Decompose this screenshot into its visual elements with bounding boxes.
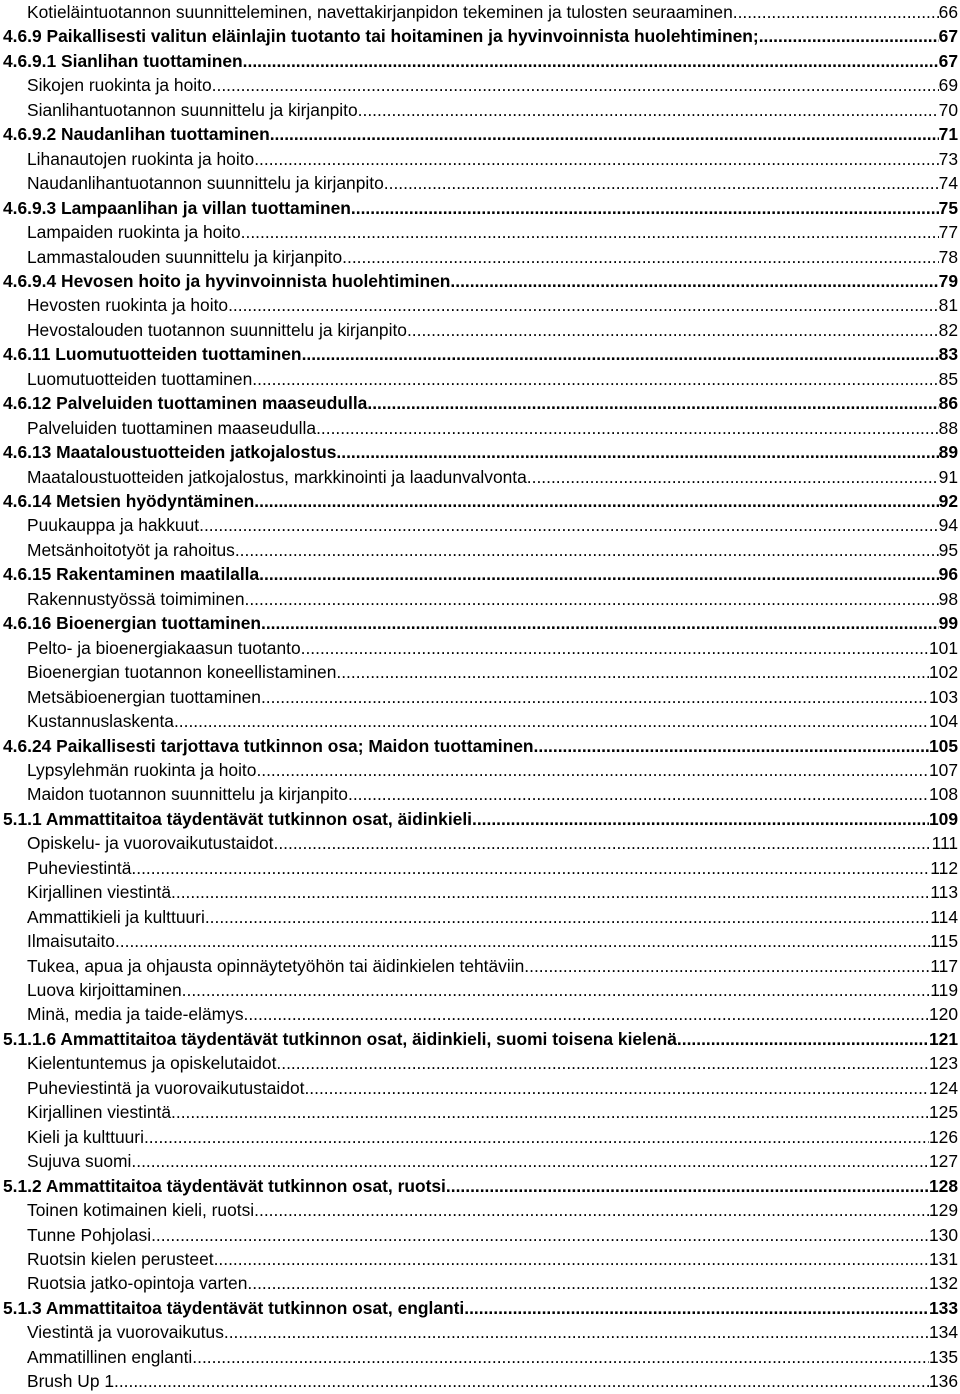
toc-dot-leader	[316, 416, 939, 440]
toc-entry-line[interactable]	[27, 954, 958, 978]
toc-title: Puheviestintä	[27, 857, 132, 878]
toc-dot-leader	[241, 220, 939, 244]
toc-page-number: 71	[938, 124, 958, 145]
toc-dot-leader	[245, 587, 939, 611]
toc-dot-leader	[274, 831, 932, 855]
toc-title: 4.6.9.2 Naudanlihan tuottaminen	[3, 124, 270, 145]
toc-title: Palveluiden tuottaminen maaseudulla	[27, 417, 317, 438]
toc-entry-line[interactable]	[27, 758, 958, 782]
toc-page-number: 108	[928, 784, 958, 805]
toc-dot-leader	[254, 1198, 929, 1222]
toc-title: Sianlihantuotannon suunnittelu ja kirjanpito	[27, 99, 358, 120]
toc-title: Metsäbioenergian tuottaminen	[27, 686, 261, 707]
toc-page-number: 79	[938, 270, 958, 291]
toc-page-number: 129	[928, 1200, 958, 1221]
toc-title: 4.6.12 Palveluiden tuottaminen maaseudulla	[3, 393, 368, 414]
toc-title: Viestintä ja vuorovaikutus	[27, 1322, 224, 1343]
toc-title: 4.6.9.4 Hevosen hoito ja hyvinvoinnista huolehtiminen	[3, 270, 451, 291]
toc-entry-line[interactable]	[27, 98, 958, 122]
toc-entry-line[interactable]	[27, 782, 958, 806]
toc-dot-leader	[270, 122, 939, 146]
toc-page-number: 126	[928, 1126, 958, 1147]
toc-dot-leader	[205, 905, 930, 929]
toc-title: Tukea, apua ja ohjausta opinnäytetyöhön tai äidinkielen tehtäviin	[27, 955, 525, 976]
toc-dot-leader	[224, 1320, 929, 1344]
toc-entry-line[interactable]	[27, 1223, 958, 1247]
toc-dot-leader	[342, 245, 939, 269]
toc-title: Rakennustyössä toimiminen	[27, 588, 245, 609]
toc-title: Ilmaisutaito	[27, 931, 115, 952]
toc-dot-leader	[534, 734, 929, 758]
toc-page-number: 107	[928, 759, 958, 780]
toc-title: Hevostalouden tuotannon suunnittelu ja kirjanpito	[27, 319, 407, 340]
toc-entry-line[interactable]	[27, 1369, 958, 1393]
toc-entry-line[interactable]	[27, 318, 958, 342]
toc-page-number: 89	[938, 442, 958, 463]
toc-dot-leader	[407, 318, 939, 342]
toc-title: 4.6.16 Bioenergian tuottaminen	[3, 613, 262, 634]
toc-title: Kieli ja kulttuuri	[27, 1126, 144, 1147]
toc-title: Kirjallinen viestintä	[27, 1102, 172, 1123]
toc-title: Lampaiden ruokinta ja hoito	[27, 222, 241, 243]
toc-title: Tunne Pohjolasi	[27, 1224, 152, 1245]
toc-dot-leader	[235, 538, 939, 562]
toc-title: 4.6.24 Paikallisesti tarjottava tutkinnon osa; Maidon tuottaminen	[3, 735, 534, 756]
toc-dot-leader	[302, 342, 939, 366]
toc-dot-leader	[114, 1369, 929, 1393]
toc-entry-line[interactable]	[27, 367, 958, 391]
toc-entry-line[interactable]	[27, 147, 958, 171]
toc-entry-line[interactable]	[27, 220, 958, 244]
toc-page-number: 81	[938, 295, 958, 316]
toc-title: 5.1.1.6 Ammattitaitoa täydentävät tutkinnon osat, äidinkieli, suomi toisena kielenä	[3, 1028, 677, 1049]
toc-dot-leader	[450, 269, 938, 293]
toc-page-number: 120	[928, 1004, 958, 1025]
toc-heading-line[interactable]	[3, 734, 958, 758]
toc-dot-leader	[228, 293, 939, 317]
toc-dot-leader	[276, 1051, 929, 1075]
toc-page-number: 104	[928, 711, 958, 732]
toc-page-number: 91	[938, 466, 958, 487]
toc-entry-line[interactable]	[27, 685, 958, 709]
toc-dot-leader	[212, 73, 939, 97]
toc-page-number: 95	[938, 539, 958, 560]
toc-dot-leader	[199, 513, 939, 537]
toc-heading-line[interactable]	[3, 611, 958, 635]
toc-dot-leader	[301, 636, 929, 660]
toc-heading-line[interactable]	[3, 562, 958, 586]
toc-heading-line[interactable]	[3, 269, 958, 293]
toc-dot-leader	[171, 1100, 929, 1124]
toc-page-number: 136	[928, 1371, 958, 1392]
toc-dot-leader	[304, 1076, 929, 1100]
toc-entry-line[interactable]	[27, 171, 958, 195]
toc-entry-line[interactable]	[27, 978, 958, 1002]
toc-title: Puukauppa ja hakkuut	[27, 515, 200, 536]
toc-title: Kustannuslaskenta	[27, 711, 174, 732]
toc-title: Minä, media ja taide-elämys	[27, 1004, 244, 1025]
toc-page-number: 123	[928, 1053, 958, 1074]
toc-title: 4.6.13 Maataloustuotteiden jatkojalostus	[3, 442, 337, 463]
toc-heading-line[interactable]	[3, 196, 958, 220]
toc-entry-line[interactable]	[27, 1247, 958, 1271]
toc-entry-line[interactable]	[27, 1100, 958, 1124]
toc-dot-leader	[174, 709, 929, 733]
toc-title: Luova kirjoittaminen	[27, 980, 182, 1000]
toc-heading-line[interactable]	[3, 342, 958, 366]
toc-heading-line[interactable]	[3, 391, 958, 415]
toc-page-number: 66	[938, 2, 958, 22]
toc-title: Naudanlihantuotannon suunnittelu ja kirjanpito	[27, 173, 384, 194]
toc-title: Sikojen ruokinta ja hoito	[27, 75, 212, 96]
toc-entry-line[interactable]	[27, 1051, 958, 1075]
toc-heading-line[interactable]	[3, 807, 958, 831]
toc-entry-line[interactable]	[27, 513, 958, 537]
toc-title: 5.1.1 Ammattitaitoa täydentävät tutkinnon osat, äidinkieli	[3, 808, 473, 829]
toc-title: Ruotsin kielen perusteet	[27, 1248, 214, 1269]
toc-entry-line[interactable]	[27, 1149, 958, 1173]
toc-title: Ammattikieli ja kulttuuri	[27, 906, 205, 927]
toc-page-number: 133	[928, 1297, 958, 1318]
toc-dot-leader	[214, 1247, 929, 1271]
toc-dot-leader	[524, 954, 930, 978]
toc-entry-line[interactable]	[27, 245, 958, 269]
toc-entry-line[interactable]	[27, 1345, 958, 1369]
toc-page-number: 96	[938, 564, 958, 585]
toc-title: Brush Up 1	[27, 1371, 114, 1392]
toc-title: Maidon tuotannon suunnittelu ja kirjanpito	[27, 784, 348, 805]
toc-page-number: 82	[938, 319, 958, 340]
toc-dot-leader	[115, 929, 930, 953]
toc-page-number: 121	[928, 1028, 958, 1049]
toc-dot-leader	[677, 1027, 929, 1051]
toc-title: Hevosten ruokinta ja hoito	[27, 295, 229, 316]
toc-entry-line[interactable]	[27, 636, 958, 660]
toc-entry-line[interactable]	[27, 831, 958, 855]
toc-entry-line[interactable]	[27, 538, 958, 562]
toc-dot-leader	[261, 611, 939, 635]
toc-dot-leader	[358, 98, 939, 122]
toc-dot-leader	[348, 782, 929, 806]
toc-title: Lypsylehmän ruokinta ja hoito	[27, 759, 257, 780]
toc-heading-line[interactable]	[3, 1296, 958, 1320]
toc-heading-line[interactable]	[3, 440, 958, 464]
toc-dot-leader	[182, 978, 931, 1002]
toc-entry-line[interactable]	[27, 880, 958, 904]
toc-dot-leader	[336, 660, 929, 684]
toc-dot-leader	[171, 880, 930, 904]
toc-entry-line[interactable]	[27, 293, 958, 317]
toc-heading-line[interactable]	[3, 1174, 958, 1198]
toc-dot-leader	[144, 1125, 929, 1149]
toc-dot-leader	[131, 856, 930, 880]
toc-dot-leader	[733, 0, 939, 24]
toc-entry-line[interactable]	[27, 709, 958, 733]
toc-page-number: 102	[928, 662, 958, 683]
toc-page-number: 78	[938, 246, 958, 267]
toc-title: 4.6.9 Paikallisesti valitun eläinlajin tuotanto tai hoitaminen ja hyvinvoinnista huolehtiminen;	[3, 26, 759, 47]
toc-entry-line[interactable]	[27, 1002, 958, 1026]
toc-entry-line[interactable]	[27, 1320, 958, 1344]
toc-dot-leader	[472, 807, 929, 831]
toc-page-number: 75	[938, 197, 958, 218]
toc-entry-line[interactable]	[27, 416, 958, 440]
toc-dot-leader	[261, 685, 929, 709]
toc-page-number: 135	[928, 1346, 958, 1367]
toc-dot-leader	[259, 562, 939, 586]
toc-title: Bioenergian tuotannon koneellistaminen	[27, 662, 337, 683]
toc-title: 5.1.3 Ammattitaitoa täydentävät tutkinnon osat, englanti	[3, 1297, 465, 1318]
toc-page-number: 88	[938, 417, 958, 438]
toc-title: Metsänhoitotyöt ja rahoitus	[27, 539, 235, 560]
toc-title: 4.6.9.1 Sianlihan tuottaminen	[3, 50, 243, 71]
toc-title: Toinen kotimainen kieli, ruotsi	[27, 1200, 255, 1221]
toc-page-number: 117	[930, 955, 958, 976]
toc-title: Ruotsia jatko-opintoja varten	[27, 1273, 248, 1294]
toc-page-number: 103	[928, 686, 958, 707]
toc-page-number: 69	[938, 75, 958, 96]
toc-dot-leader	[254, 147, 938, 171]
toc-page-number: 127	[928, 1151, 958, 1172]
toc-page-number: 128	[928, 1175, 958, 1196]
toc-title: Ammatillinen englanti	[27, 1346, 193, 1367]
toc-page-number: 85	[938, 368, 958, 389]
toc-dot-leader	[243, 49, 939, 73]
toc-dot-leader	[446, 1174, 929, 1198]
toc-entry-line[interactable]	[27, 1076, 958, 1100]
toc-entry-line[interactable]	[27, 465, 958, 489]
toc-heading-line[interactable]	[3, 122, 958, 146]
toc-page-number: 132	[928, 1273, 958, 1294]
toc-page-number: 124	[928, 1077, 958, 1098]
toc-page-number: 101	[928, 637, 958, 658]
toc-title: Sujuva suomi	[27, 1151, 132, 1172]
toc-page-number: 109	[928, 808, 958, 829]
toc-title: Luomutuotteiden tuottaminen	[27, 368, 253, 389]
toc-page-number: 130	[928, 1224, 958, 1245]
toc-dot-leader	[336, 440, 938, 464]
toc-entry-line[interactable]	[27, 0, 958, 24]
toc-title: Lammastalouden suunnittelu ja kirjanpito	[27, 246, 343, 267]
toc-page-number: 113	[930, 882, 958, 903]
toc-dot-leader	[254, 489, 938, 513]
toc-entry-line[interactable]	[27, 660, 958, 684]
toc-page-number: 67	[938, 26, 958, 47]
toc-heading-line[interactable]	[3, 49, 958, 73]
toc-page-number: 77	[938, 222, 958, 243]
toc-title: 4.6.14 Metsien hyödyntäminen	[3, 491, 255, 511]
toc-title: Lihanautojen ruokinta ja hoito	[27, 148, 255, 169]
toc-dot-leader	[384, 171, 939, 195]
toc-title: Puheviestintä ja vuorovaikutustaidot	[27, 1077, 305, 1098]
toc-dot-leader	[244, 1002, 929, 1026]
toc-title: Kotieläintuotannon suunnitteleminen, navettakirjanpidon tekeminen ja tulosten seuraaminen	[27, 2, 733, 22]
toc-dot-leader	[131, 1149, 929, 1173]
toc-page-number: 131	[928, 1248, 958, 1269]
toc-title: 4.6.9.3 Lampaanlihan ja villan tuottaminen	[3, 197, 351, 218]
toc-entry-line[interactable]	[27, 1198, 958, 1222]
toc-dot-leader	[151, 1223, 929, 1247]
toc-heading-line[interactable]	[3, 24, 958, 48]
toc-page-number: 112	[930, 857, 958, 878]
toc-title: Maataloustuotteiden jatkojalostus, markkinointi ja laadunvalvonta	[27, 466, 527, 487]
toc-dot-leader	[192, 1345, 929, 1369]
toc-page-number: 74	[938, 173, 958, 194]
toc-page-number: 119	[930, 980, 958, 1000]
toc-page-number: 67	[938, 50, 958, 71]
toc-page-number: 70	[938, 99, 958, 120]
toc-heading-line[interactable]	[3, 1027, 958, 1051]
toc-title: 4.6.15 Rakentaminen maatilalla	[3, 564, 260, 585]
toc-page-number: 86	[938, 393, 958, 414]
toc-dot-leader	[247, 1271, 929, 1295]
toc-entry-line[interactable]	[27, 587, 958, 611]
toc-page-number: 92	[938, 491, 958, 511]
toc-title: Kirjallinen viestintä	[27, 882, 172, 903]
toc-page-number: 114	[930, 906, 958, 927]
toc-page-number: 99	[938, 613, 958, 634]
toc-dot-leader	[367, 391, 938, 415]
toc-title: Opiskelu- ja vuorovaikutustaidot	[27, 833, 274, 854]
toc-title: 4.6.11 Luomutuotteiden tuottaminen	[3, 344, 302, 365]
toc-title: Kielentuntemus ja opiskelutaidot	[27, 1053, 277, 1074]
toc-page-number: 134	[928, 1322, 958, 1343]
toc-entry-line[interactable]	[27, 1271, 958, 1295]
toc-page-number: 115	[930, 931, 958, 952]
toc-page-number: 98	[938, 588, 958, 609]
toc-page-number: 94	[938, 515, 958, 536]
toc-page-number: 105	[928, 735, 958, 756]
toc-dot-leader	[527, 465, 939, 489]
toc-entry-line[interactable]	[27, 856, 958, 880]
toc-heading-line[interactable]	[3, 489, 958, 513]
toc-page-number: 111	[931, 833, 958, 854]
toc-title: 5.1.2 Ammattitaitoa täydentävät tutkinnon osat, ruotsi	[3, 1175, 446, 1196]
toc-page-number: 125	[928, 1102, 958, 1123]
toc-entry-line[interactable]	[27, 905, 958, 929]
toc-page-number: 83	[938, 344, 958, 365]
toc-dot-leader	[464, 1296, 929, 1320]
toc-entry-line[interactable]	[27, 73, 958, 97]
toc-entry-line[interactable]	[27, 1125, 958, 1149]
toc-title: Pelto- ja bioenergiakaasun tuotanto	[27, 637, 301, 658]
toc-dot-leader	[252, 367, 938, 391]
toc-entry-line[interactable]	[27, 929, 958, 953]
toc-page-number: 73	[938, 148, 958, 169]
toc-dot-leader	[351, 196, 939, 220]
toc-dot-leader	[759, 24, 939, 48]
toc-dot-leader	[256, 758, 929, 782]
